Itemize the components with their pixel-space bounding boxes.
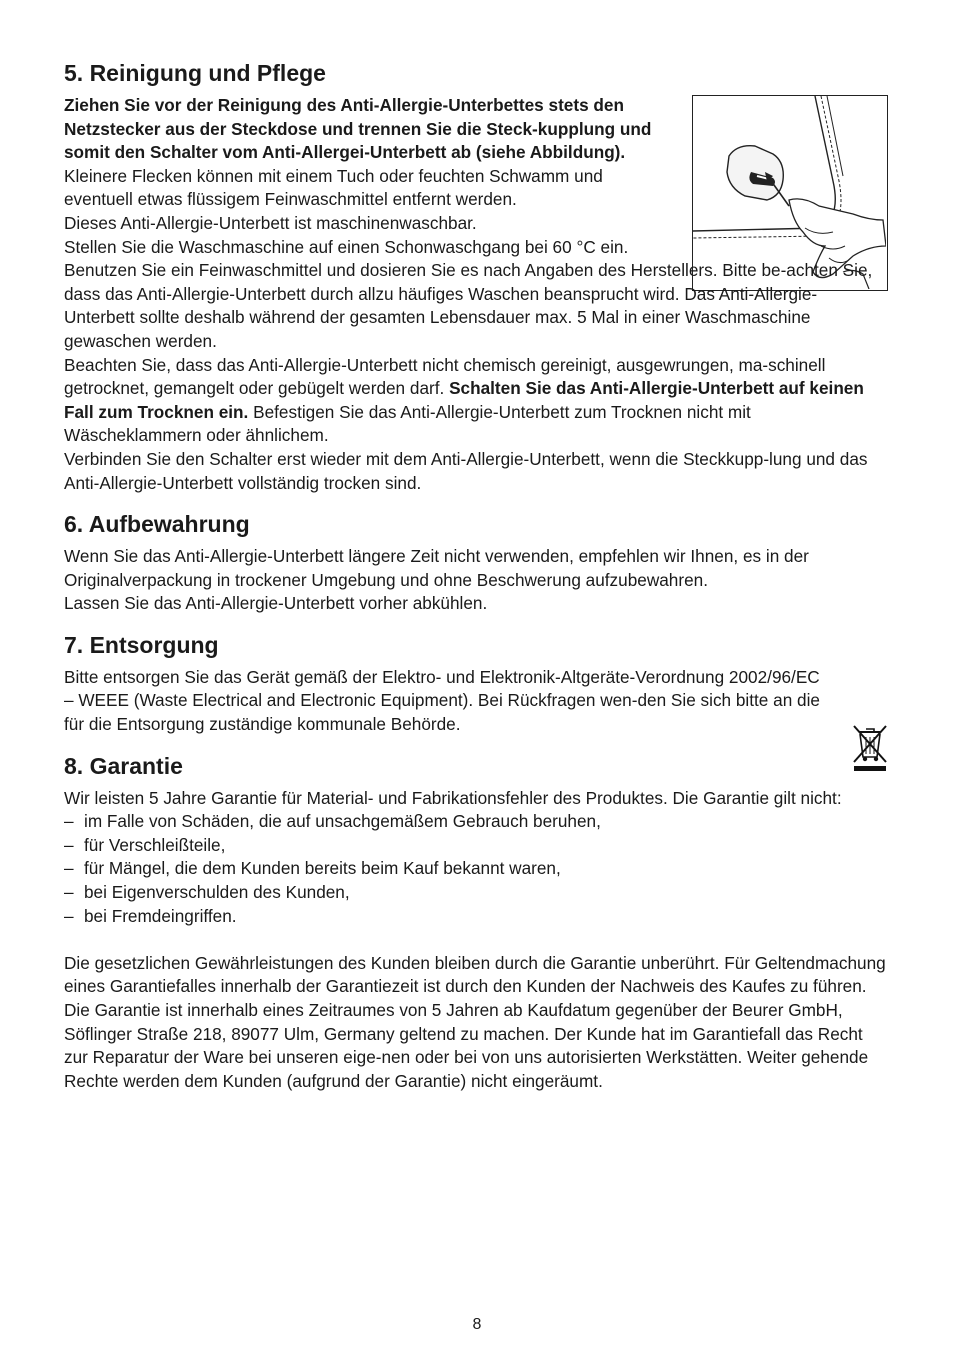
cleaning-warning: Ziehen Sie vor der Reinigung des Anti-Allergie-Unterbettes stets den Netzstecker aus der Steckdose und trennen Sie die Steck-kupplung und somit den Schalter vom Anti-Allergei-Unterbett ab (siehe Abbildung). [64,95,652,163]
list-dash: – [64,811,74,832]
paragraph: Wir leisten 5 Jahre Garantie für Material- und Fabrikationsfehler des Produktes. Die Garantie gilt nicht: [64,787,842,808]
list-item-text: bei Eigenverschulden des Kunden, [84,882,350,903]
section-title: 5. Reinigung und Pflege [64,60,326,86]
list-dash: – [64,905,74,926]
list-dash: – [64,834,74,855]
section-title: 7. Entsorgung [64,631,219,658]
paragraph: Kleinere Flecken können mit einem Tuch oder feuchten Schwamm und eventuell etwas flüssigem Feinwaschmittel entfernt werden. [64,165,603,210]
spacer [64,928,886,952]
paragraph: Wenn Sie das Anti-Allergie-Unterbett längere Zeit nicht verwenden, empfehlen wir Ihnen, es in der Originalverpackung in trockener Umgebung und ohne Beschwerung aufzubewahren. [64,546,809,590]
paragraph: Die gesetzlichen Gewährleistungen des Kunden bleiben durch die Garantie unberührt. Für Geltendmachung eines Garantiefalles innerhalb der Garantiezeit ist durch den Kunden der Nachweis des Kaufes zu führen. Die Garantie ist innerhalb eines Zeitraumes von 5 Jahren ab Kaufdatum gegenüber der Beurer GmbH, Söflinger Straße 218, 89077 Ulm, Germany geltend zu machen. Der Kunde hat im Garantiefall das Recht zur Reparatur der Ware bei unseren eige-nen oder bei von uns autorisierten Werkstätten. Weiter gehende Rechte werden dem Kunden (aufgrund der Garantie) nicht eingeräumt. [64,952,886,1091]
paragraph: Dieses Anti-Allergie-Unterbett ist maschinenwaschbar. [64,212,477,233]
section-warranty [64,751,886,1094]
list-item-text: für Mängel, die dem Kunden bereits beim Kauf bekannt waren, [84,858,561,879]
section-title: 8. Garantie [64,752,183,779]
list-item-text: bei Fremdeingriffen. [84,905,237,926]
paragraph: Stellen Sie die Waschmaschine auf einen Schonwaschgang bei 60 °C ein. [64,236,629,257]
list-item [64,881,886,905]
section-title: 6. Aufbewahrung [64,511,250,538]
list-dash: – [64,858,74,879]
drying-warning: Schalten Sie das Anti-Allergie-Unterbett auf keinen Fall zum Trocknen ein. [64,378,864,422]
list-item [64,834,886,858]
page-number: 8 [472,1316,482,1333]
list-dash: – [64,882,74,903]
paragraph [64,354,886,448]
section-cleaning [64,58,886,495]
section-storage [64,509,886,616]
paragraph: Benutzen Sie ein Feinwaschmittel und dosieren Sie es nach Angaben des Herstellers. Bitte be-achten Sie, dass das Anti-Allergie-Unterbett durch allzu häufiges Waschen beansprucht wird. Das Anti-Allergie-Unterbett sollte deshalb während der gesamten Lebensdauer max. 5 Mal in einer Waschmaschine gewaschen werden. [64,260,873,351]
paragraph: Lassen Sie das Anti-Allergie-Unterbett vorher abkühlen. [64,593,488,614]
paragraph: Verbinden Sie den Schalter erst wieder mit dem Anti-Allergie-Unterbett, wenn die Steckkupp-lung und das Anti-Allergie-Unterbett vollständig trocken sind. [64,448,868,493]
list-item [64,905,886,929]
list-item [64,810,886,834]
text-run: Befestigen Sie das Anti-Allergie-Unterbett zum Trocknen nicht mit Wäscheklammern oder ähnlichem. [64,401,751,446]
list-item [64,857,886,881]
list-item-text: im Falle von Schäden, die auf unsachgemäßem Gebrauch beruhen, [84,811,601,832]
list-item-text: für Verschleißteile, [84,834,226,855]
text-run: Beachten Sie, dass das Anti-Allergie-Unterbett nicht chemisch gereinigt, ausgewrungen, ma-schinell getrocknet, gemangelt oder gebügelt werden darf. [64,354,826,399]
warranty-exclusions-list [64,810,886,928]
section-disposal [64,630,886,737]
paragraph: Bitte entsorgen Sie das Gerät gemäß der Elektro- und Elektronik-Altgeräte-Verordnung 2002/96/EC – WEEE (Waste Electrical and Electronic Equipment). Bei Rückfragen wen-den Sie sich bitte an die für die Entsorgung zuständige kommunale Behörde. [64,666,820,735]
document-body [64,58,886,1093]
